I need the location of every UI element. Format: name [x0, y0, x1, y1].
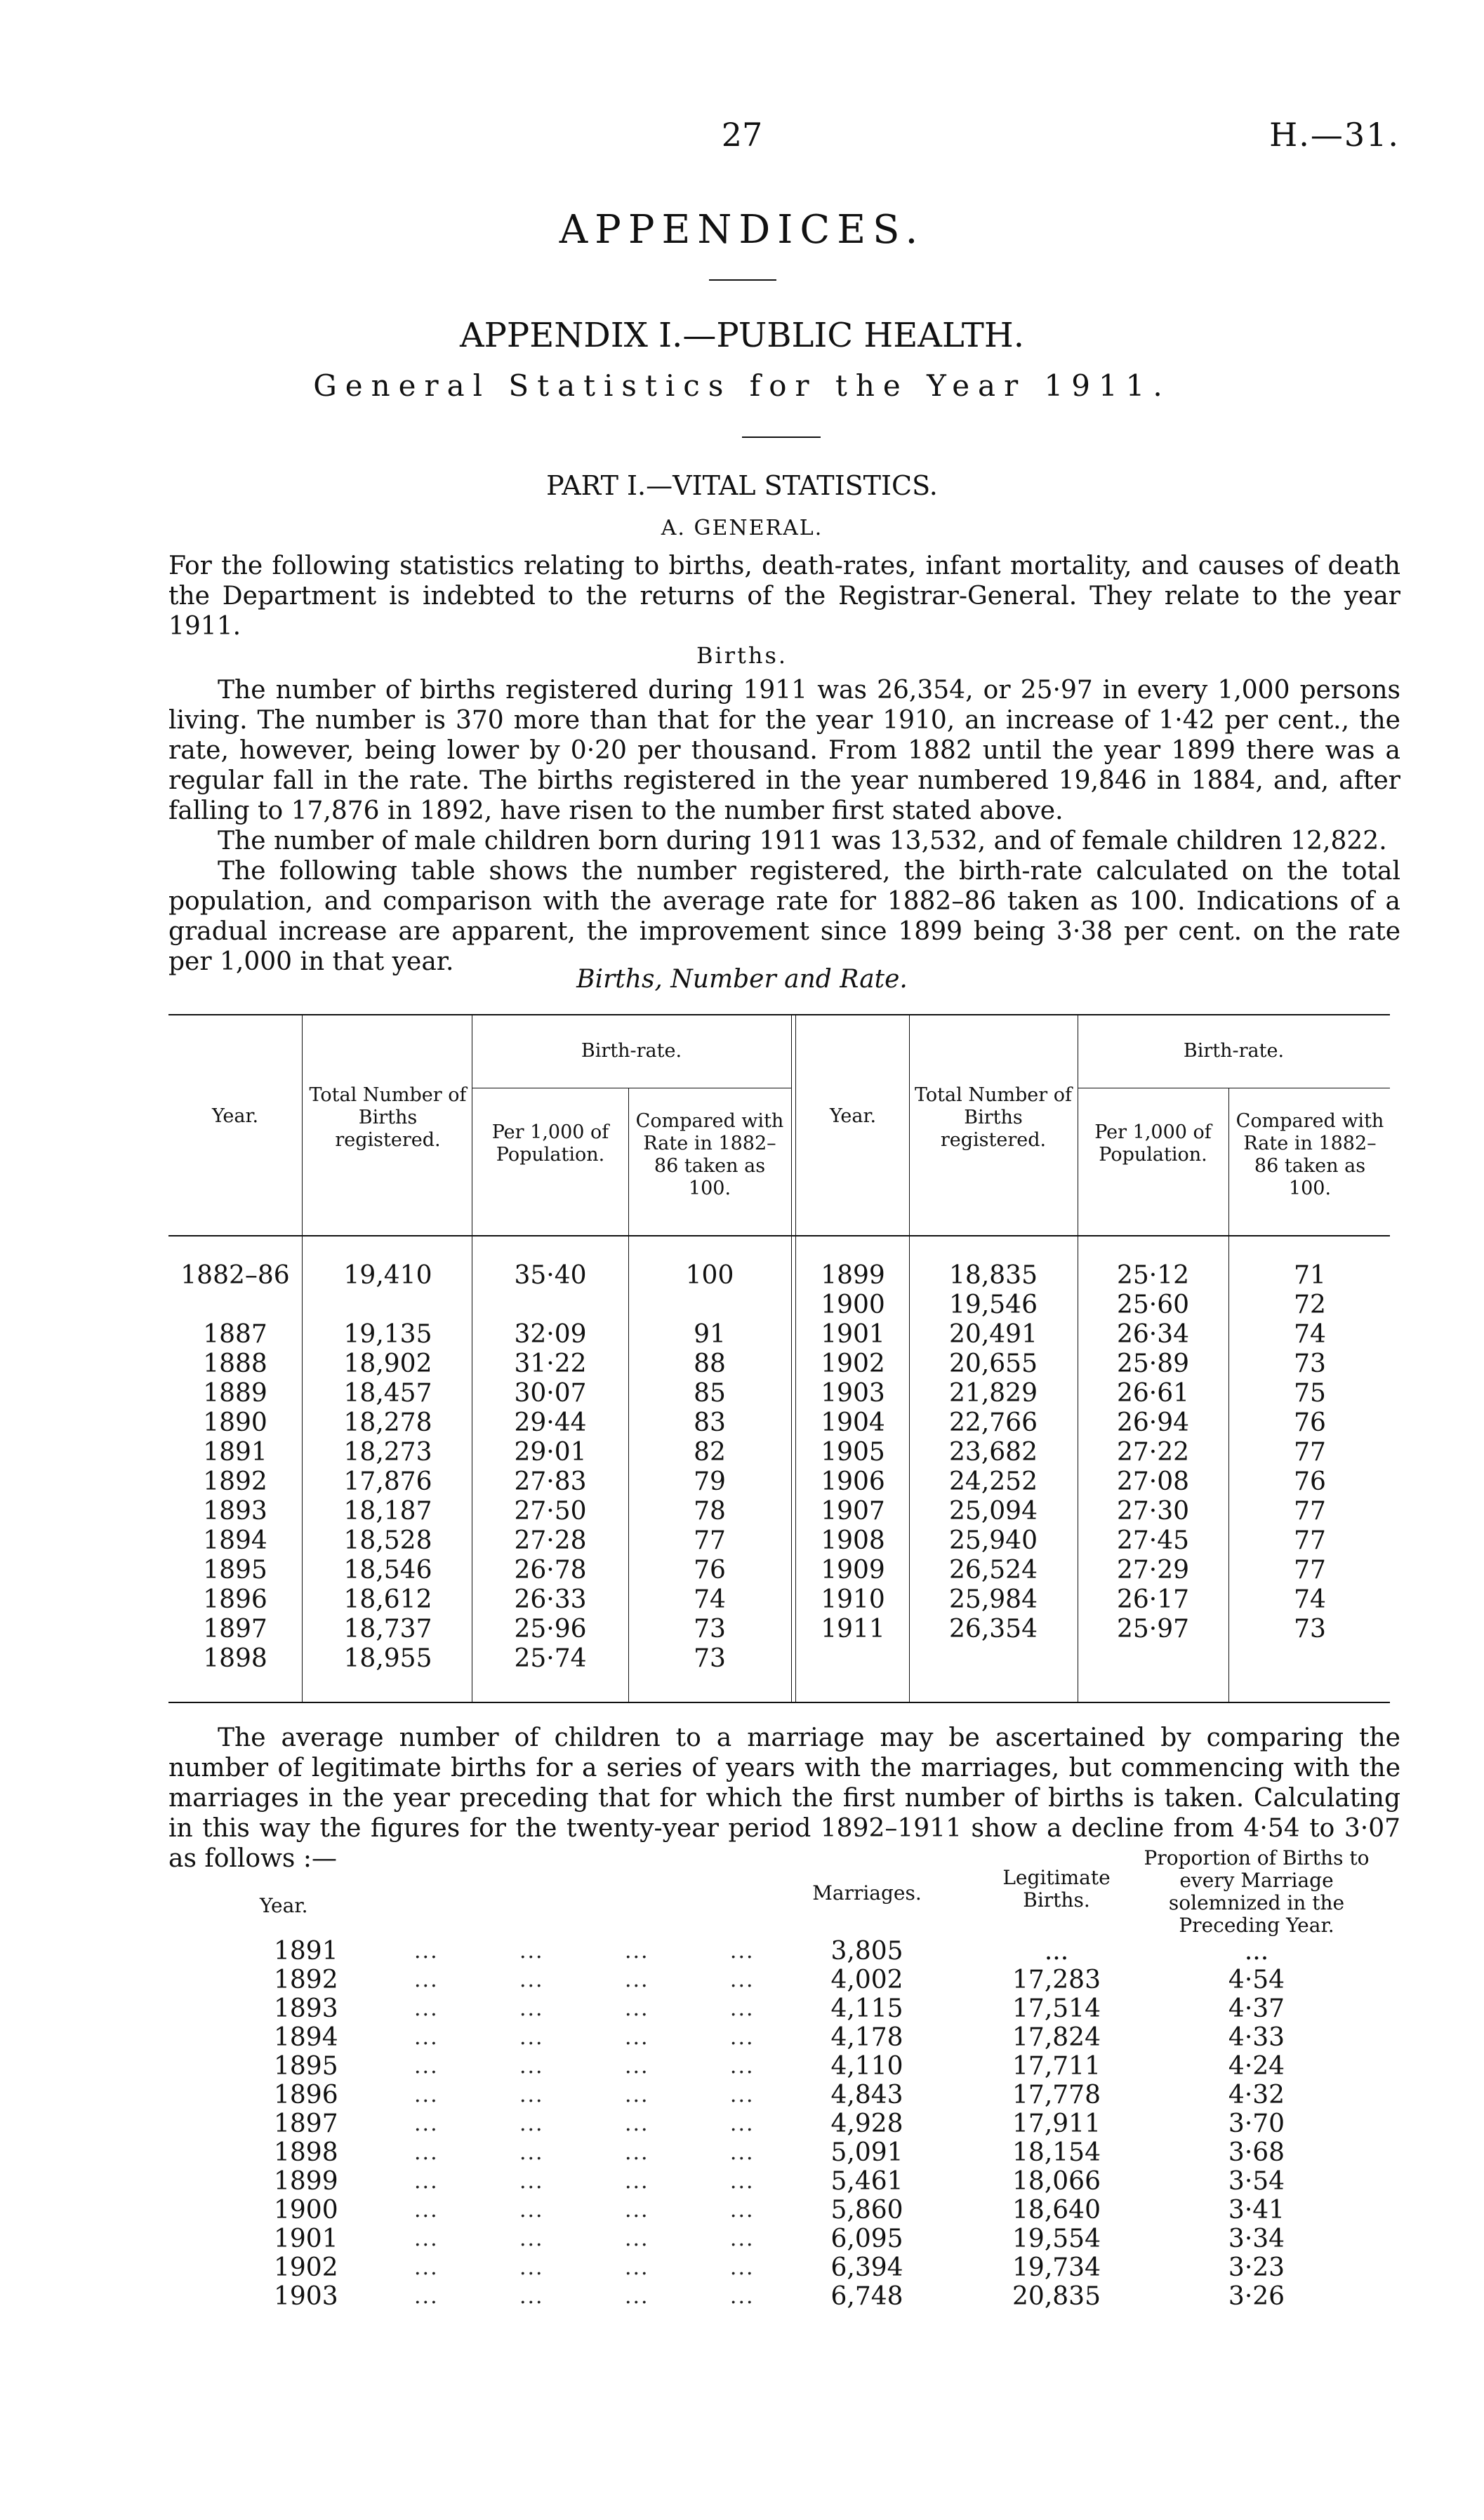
dot-leader: ... ... ... ... [414, 2112, 755, 2136]
general-statistics-title: General Statistics for the Year 1911. [313, 368, 1171, 403]
per-1000-cell: 27·08 [1116, 1467, 1190, 1496]
table-caption: Births, Number and Rate. [576, 965, 908, 994]
header-total: Total Number of Births registered. [309, 1084, 467, 1151]
total-cell: 18,902 [343, 1349, 432, 1378]
total-cell: 18,278 [343, 1408, 432, 1437]
per-1000-cell: 25·96 [514, 1615, 587, 1644]
header-proportion: Proportion of Births to every Marriage solemnized in the Preceding Year. [1144, 1846, 1370, 1937]
legitimate-cell: 18,066 [1012, 2167, 1101, 2196]
per-1000-cell: 26·33 [514, 1585, 587, 1614]
header-marriages: Marriages. [812, 1881, 922, 1905]
year-cell: 1893 [274, 1994, 338, 2023]
part-title: PART I.—VITAL STATISTICS. [546, 470, 938, 501]
year-cell: 1892 [203, 1467, 267, 1496]
per-1000-cell: 25·74 [514, 1644, 587, 1673]
compared-cell: 79 [694, 1467, 726, 1496]
per-1000-cell: 25·97 [1116, 1615, 1190, 1644]
compared-cell: 77 [1294, 1497, 1326, 1526]
year-cell: 1901 [821, 1320, 885, 1349]
births-paragraph: The number of births registered during 1911 was 26,354, or 25·97 in every 1,000 persons living. The number is 370 more than that for the year 1910, an increase of 1·42 per cent., the rate, however, being lower by 0·20 per thousand. From 1882 until the year 1899 there was a regular fall in the rate. The births registered in the year numbered 19,846 in 1884, and, after falling to 17,876 in 1892, have risen to the number first stated above. [168, 676, 1400, 825]
compared-cell: 72 [1294, 1291, 1326, 1319]
year-cell: 1894 [203, 1526, 267, 1555]
proportion-cell: 3·23 [1228, 2253, 1285, 2282]
divider [709, 279, 776, 281]
per-1000-column [477, 1261, 623, 1674]
compared-cell: 100 [685, 1261, 734, 1290]
proportion-cell: 4·37 [1228, 1994, 1285, 2023]
year-cell: 1899 [821, 1261, 885, 1290]
header-compared: Compared with Rate in 1882–86 taken as 100. [1235, 1110, 1384, 1199]
marriages-cell: 4,178 [830, 2023, 903, 2052]
per-1000-cell: 25·89 [1116, 1349, 1190, 1378]
births-heading: Births. [696, 642, 788, 669]
year-cell: 1900 [821, 1291, 885, 1319]
total-cell: 19,410 [343, 1261, 432, 1290]
proportion-cell: 3·54 [1228, 2167, 1285, 2196]
compared-cell: 76 [1294, 1408, 1326, 1437]
compared-cell: 73 [1294, 1349, 1326, 1378]
legitimate-cell: 17,711 [1012, 2052, 1101, 2081]
per-1000-cell: 27·30 [1116, 1497, 1190, 1526]
per-1000-cell: 27·22 [1116, 1438, 1190, 1467]
total-cell: 21,829 [949, 1379, 1038, 1408]
legitimate-cell: 17,283 [1012, 1966, 1101, 1994]
year-cell: 1897 [203, 1615, 267, 1644]
proportion-cell: ... [1244, 1937, 1269, 1966]
total-cell: 18,835 [949, 1261, 1038, 1290]
marriages-cell: 4,002 [830, 1966, 903, 1994]
legitimate-cell: 18,154 [1012, 2138, 1101, 2167]
proportion-column [1151, 1937, 1362, 2311]
header-birth-rate: Birth-rate. [581, 1040, 682, 1062]
total-cell: 24,252 [949, 1467, 1038, 1496]
table-rule [168, 1235, 1390, 1236]
document-reference: H.—31. [1269, 116, 1400, 154]
compared-cell: 77 [1294, 1438, 1326, 1467]
legitimate-cell: 20,835 [1012, 2282, 1101, 2311]
legitimate-cell: 17,911 [1012, 2109, 1101, 2138]
compared-cell: 74 [1294, 1585, 1326, 1614]
intro-paragraph: For the following statistics relating to births, death-rates, infant mortality, and causes of death the Department is indebted to the returns of the Registrar-General. They relate to the year 1911. [168, 552, 1400, 641]
per-1000-cell: 27·83 [514, 1467, 587, 1496]
year-cell: 1894 [274, 2023, 338, 2052]
marriages-cell: 4,110 [830, 2052, 903, 2081]
proportion-cell: 3·34 [1228, 2225, 1285, 2253]
compared-cell: 75 [1294, 1379, 1326, 1408]
year-cell: 1891 [274, 1937, 338, 1966]
dot-leader: ... ... ... ... [414, 1968, 755, 1992]
marriage-paragraph: The average number of children to a marriage may be ascertained by comparing the number of legitimate births for a series of years with the marriages, but commencing with the marriages in the year preceding that for which the first number of births is taken. Calculating in this way the figures for the twenty-year period 1892–1911 show a decline from 4·54 to 3·07 as follows :— [168, 1724, 1400, 1873]
births-paragraph: The number of male children born during 1911 was 13,532, and of female children 12,822. [218, 827, 1387, 855]
total-cell: 19,546 [949, 1291, 1038, 1319]
proportion-cell: 4·54 [1228, 1966, 1285, 1994]
column-rule [1228, 1088, 1229, 1702]
dot-leader: ... ... ... ... [414, 2140, 755, 2165]
compared-cell: 73 [1294, 1615, 1326, 1644]
marriages-cell: 3,805 [830, 1937, 903, 1966]
per-1000-cell: 27·28 [514, 1526, 587, 1555]
dot-leader: ... ... ... ... [414, 2025, 755, 2050]
per-1000-column [1081, 1261, 1225, 1644]
compared-cell: 77 [1294, 1526, 1326, 1555]
total-cell: 18,273 [343, 1438, 432, 1467]
divider [742, 436, 821, 438]
table-rule [168, 1702, 1390, 1703]
marriages-cell: 4,928 [830, 2109, 903, 2138]
year-cell: 1905 [821, 1438, 885, 1467]
year-cell: 1898 [203, 1644, 267, 1673]
compared-cell: 76 [1294, 1467, 1326, 1496]
total-cell: 18,612 [343, 1585, 432, 1614]
total-cell: 25,984 [949, 1585, 1038, 1614]
marriages-cell: 5,860 [830, 2196, 903, 2225]
legitimate-column [986, 1937, 1127, 2311]
column-rule [302, 1014, 303, 1702]
dot-leaders [414, 1937, 793, 2311]
column-rule [628, 1088, 629, 1702]
years-column [274, 1937, 358, 2311]
dot-leader: ... ... ... ... [414, 2083, 755, 2107]
per-1000-cell: 35·40 [514, 1261, 587, 1290]
year-cell: 1910 [821, 1585, 885, 1614]
per-1000-cell: 27·50 [514, 1497, 587, 1526]
compared-cell: 78 [694, 1497, 726, 1526]
page-number: 27 [721, 116, 763, 154]
dot-leader: ... ... ... ... [414, 2227, 755, 2251]
per-1000-cell: 27·45 [1116, 1526, 1190, 1555]
legitimate-cell: 17,778 [1012, 2081, 1101, 2109]
year-cell: 1890 [203, 1408, 267, 1437]
year-cell: 1896 [274, 2081, 338, 2109]
year-cell: 1906 [821, 1467, 885, 1496]
header-legitimate: Legitimate Births. [1002, 1866, 1111, 1912]
total-cell: 26,354 [949, 1615, 1038, 1644]
compared-cell: 91 [694, 1320, 726, 1349]
marriages-cell: 4,115 [830, 1994, 903, 2023]
section-title: A. GENERAL. [661, 516, 823, 540]
year-cell: 1902 [821, 1349, 885, 1378]
total-cell: 18,187 [343, 1497, 432, 1526]
header-year: Year. [829, 1105, 877, 1127]
year-cell: 1902 [274, 2253, 338, 2282]
per-1000-cell: 29·01 [514, 1438, 587, 1467]
year-cell: 1908 [821, 1526, 885, 1555]
per-1000-cell: 26·17 [1116, 1585, 1190, 1614]
births-paragraph: The following table shows the number registered, the birth-rate calculated on the total population, and comparison with the average rate for 1882–86 taken as 100. Indications of a gradual increase are apparent, the improvement since 1899 being 3·38 per cent. on the rate per 1,000 in that year. [168, 857, 1400, 976]
per-1000-cell: 26·61 [1116, 1379, 1190, 1408]
per-1000-cell: 32·09 [514, 1320, 587, 1349]
proportion-cell: 4·32 [1228, 2081, 1285, 2109]
marriages-cell: 6,748 [830, 2282, 903, 2311]
year-cell: 1889 [203, 1379, 267, 1408]
header-compared: Compared with Rate in 1882–86 taken as 100. [635, 1110, 784, 1199]
legitimate-cell: 18,640 [1012, 2196, 1101, 2225]
years-column [168, 1261, 302, 1674]
header-per-1000: Per 1,000 of Population. [1094, 1121, 1212, 1166]
per-1000-cell: 26·78 [514, 1556, 587, 1585]
compared-cell: 73 [694, 1615, 726, 1644]
years-column [797, 1261, 909, 1644]
total-cell: 22,766 [949, 1408, 1038, 1437]
year-cell: 1903 [274, 2282, 338, 2311]
compared-cell: 83 [694, 1408, 726, 1437]
year-cell: 1891 [203, 1438, 267, 1467]
compared-cell: 82 [694, 1438, 726, 1467]
compared-cell: 74 [694, 1585, 726, 1614]
year-cell: 1895 [274, 2052, 338, 2081]
compared-cell: 71 [1294, 1261, 1326, 1290]
year-cell: 1909 [821, 1556, 885, 1585]
table-rule [168, 1014, 1390, 1015]
totals-column [913, 1261, 1074, 1644]
total-cell: 20,491 [949, 1320, 1038, 1349]
marriages-cell: 5,091 [830, 2138, 903, 2167]
year-cell: 1887 [203, 1320, 267, 1349]
header-year: Year. [260, 1894, 308, 1917]
year-cell [168, 1291, 302, 1320]
dot-leader: ... ... ... ... [414, 2169, 755, 2194]
total-cell: 17,876 [343, 1467, 432, 1496]
total-cell: 25,940 [949, 1526, 1038, 1555]
marriages-cell: 5,461 [830, 2167, 903, 2196]
compared-cell: 73 [694, 1644, 726, 1673]
total-cell: 18,528 [343, 1526, 432, 1555]
dot-leader: ... ... ... ... [414, 1939, 755, 1964]
year-cell: 1893 [203, 1497, 267, 1526]
year-cell: 1892 [274, 1966, 338, 1994]
total-cell: 25,094 [949, 1497, 1038, 1526]
dot-leader: ... ... ... ... [414, 1996, 755, 2021]
dot-leader: ... ... ... ... [414, 2255, 755, 2280]
compared-cell [632, 1291, 788, 1320]
proportion-cell: 3·26 [1228, 2282, 1285, 2311]
compared-cell: 77 [1294, 1556, 1326, 1585]
year-cell: 1898 [274, 2138, 338, 2167]
marriages-cell: 6,394 [830, 2253, 903, 2282]
dot-leader: ... ... ... ... [414, 2198, 755, 2222]
per-1000-cell [477, 1291, 623, 1320]
year-cell: 1896 [203, 1585, 267, 1614]
legitimate-cell: 17,514 [1012, 1994, 1101, 2023]
year-cell: 1897 [274, 2109, 338, 2138]
column-rule [909, 1014, 910, 1702]
column-rule [791, 1014, 792, 1702]
per-1000-cell: 29·44 [514, 1408, 587, 1437]
year-cell: 1907 [821, 1497, 885, 1526]
year-cell: 1901 [274, 2225, 338, 2253]
total-cell: 23,682 [949, 1438, 1038, 1467]
per-1000-cell: 27·29 [1116, 1556, 1190, 1585]
per-1000-cell: 30·07 [514, 1379, 587, 1408]
total-cell [309, 1291, 467, 1320]
compared-cell: 74 [1294, 1320, 1326, 1349]
header-total: Total Number of Births registered. [915, 1084, 1072, 1151]
totals-column [309, 1261, 467, 1674]
dot-leader: ... ... ... ... [414, 2054, 755, 2079]
per-1000-cell: 31·22 [514, 1349, 587, 1378]
proportion-cell: 4·33 [1228, 2023, 1285, 2052]
compared-cell: 88 [694, 1349, 726, 1378]
compared-cell: 76 [694, 1556, 726, 1585]
per-1000-cell: 26·34 [1116, 1320, 1190, 1349]
per-1000-cell: 25·60 [1116, 1291, 1190, 1319]
legitimate-cell: 19,554 [1012, 2225, 1101, 2253]
header-per-1000: Per 1,000 of Population. [491, 1121, 609, 1166]
proportion-cell: 3·68 [1228, 2138, 1285, 2167]
year-cell: 1903 [821, 1379, 885, 1408]
year-cell: 1899 [274, 2167, 338, 2196]
compared-cell: 77 [694, 1526, 726, 1555]
per-1000-cell: 26·94 [1116, 1408, 1190, 1437]
compared-column [632, 1261, 788, 1674]
total-cell: 19,135 [343, 1320, 432, 1349]
year-cell: 1904 [821, 1408, 885, 1437]
total-cell: 20,655 [949, 1349, 1038, 1378]
year-cell: 1900 [274, 2196, 338, 2225]
year-cell: 1911 [821, 1615, 885, 1644]
marriages-cell: 4,843 [830, 2081, 903, 2109]
header-year: Year. [211, 1105, 259, 1127]
dot-leader: ... ... ... ... [414, 2284, 755, 2309]
per-1000-cell: 25·12 [1116, 1261, 1190, 1290]
year-cell: 1882–86 [180, 1261, 290, 1290]
year-cell: 1895 [203, 1556, 267, 1585]
legitimate-cell: ... [1044, 1937, 1069, 1966]
compared-cell: 85 [694, 1379, 726, 1408]
legitimate-cell: 17,824 [1012, 2023, 1101, 2052]
total-cell: 26,524 [949, 1556, 1038, 1585]
marriages-cell: 6,095 [830, 2225, 903, 2253]
total-cell: 18,546 [343, 1556, 432, 1585]
appendix-title: APPENDIX I.—PUBLIC HEALTH. [459, 316, 1025, 355]
column-rule [795, 1014, 796, 1702]
appendices-title: APPENDICES. [559, 207, 925, 253]
total-cell: 18,955 [343, 1644, 432, 1673]
proportion-cell: 3·41 [1228, 2196, 1285, 2225]
header-birth-rate: Birth-rate. [1183, 1040, 1285, 1062]
total-cell: 18,457 [343, 1379, 432, 1408]
compared-column [1232, 1261, 1388, 1644]
proportion-cell: 4·24 [1228, 2052, 1285, 2081]
year-cell: 1888 [203, 1349, 267, 1378]
total-cell: 18,737 [343, 1615, 432, 1644]
legitimate-cell: 19,734 [1012, 2253, 1101, 2282]
proportion-cell: 3·70 [1228, 2109, 1285, 2138]
marriages-column [800, 1937, 934, 2311]
